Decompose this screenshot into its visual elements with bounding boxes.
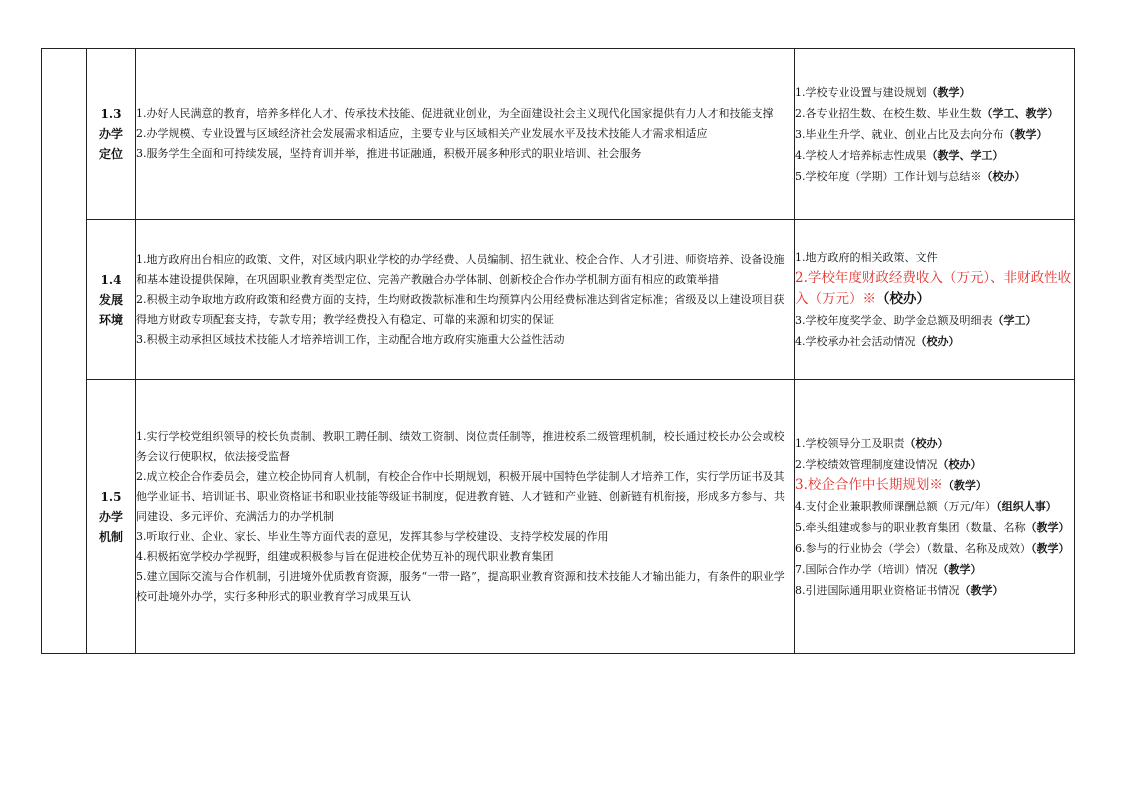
material-item: 1.地方政府的相关政策、文件 bbox=[795, 251, 938, 264]
materials-cell bbox=[795, 380, 1075, 654]
indicator-code-cell bbox=[87, 220, 136, 380]
material-item: 4.学校人才培养标志性成果（教学、学工） bbox=[795, 148, 1004, 162]
material-item: 5.学校年度（学期）工作计划与总结※（校办） bbox=[795, 169, 1026, 183]
requirements-cell bbox=[136, 380, 795, 654]
indicator-code-cell bbox=[87, 49, 136, 220]
indicator-code-cell bbox=[87, 380, 136, 654]
owner-dept: （教学） bbox=[926, 85, 971, 99]
material-item: 6.参与的行业协会（学会）（数量、名称及成效）（教学） bbox=[795, 541, 1070, 555]
requirement-item: 5.建立国际交流与合作机制，引进境外优质教育资源，服务“一带一路”，提高职业教育资源和技术技能人才输出能力，有条件的职业学校可赴境外办学，实行多种形式的职业教育学习成果互认 bbox=[136, 569, 785, 603]
owner-dept: （组织人事） bbox=[996, 499, 1057, 513]
owner-dept: （教学） bbox=[959, 583, 1004, 597]
requirement-item: 2.办学规模、专业设置与区域经济社会发展需求相适应，主要专业与区域相关产业发展水平及技术技能人才需求相适应 bbox=[136, 127, 708, 140]
material-item: 2.各专业招生数、在校生数、毕业生数（学工、教学） bbox=[795, 106, 1059, 120]
requirement-item: 3.服务学生全面和可持续发展，坚持育训并举，推进书证融通，积极开展多种形式的职业培训、社会服务 bbox=[136, 147, 642, 160]
evaluation-table bbox=[41, 48, 1075, 654]
requirements-cell bbox=[136, 49, 795, 220]
indicator-name: 定位 bbox=[98, 147, 123, 161]
owner-dept: （校办） bbox=[876, 291, 930, 307]
indicator-code: 1.3 bbox=[100, 107, 122, 121]
owner-dept: （学工） bbox=[992, 314, 1037, 327]
table-row bbox=[42, 49, 1075, 220]
material-item: 1.学校领导分工及职责（校办） bbox=[795, 436, 949, 450]
material-item-highlighted: 3.校企合作中长期规划※（教学） bbox=[795, 476, 987, 493]
owner-dept: （校办） bbox=[904, 436, 949, 450]
indicator-name: 发展 bbox=[98, 292, 123, 307]
indicator-code: 1.4 bbox=[100, 272, 122, 287]
material-item: 8.引进国际通用职业资格证书情况（教学） bbox=[795, 583, 1004, 597]
indicator-name: 环境 bbox=[98, 312, 123, 327]
indicator-name: 办学 bbox=[98, 127, 123, 141]
table-row bbox=[42, 380, 1075, 654]
owner-dept: （教学） bbox=[937, 562, 982, 576]
owner-dept: （教学） bbox=[1025, 520, 1070, 534]
requirement-item: 2.积极主动争取地方政府政策和经费方面的支持，生均财政拨款标准和生均预算内公用经费标准达到省定标准；省级及以上建设项目获得地方财政专项配套支持，专款专用；教学经费投入有稳定、可靠的来源和切实的保证 bbox=[136, 292, 785, 326]
requirements-cell bbox=[136, 220, 795, 380]
material-item: 7.国际合作办学（培训）情况（教学） bbox=[795, 562, 982, 576]
requirement-item: 1.办好人民满意的教育，培养多样化人才、传承技术技能、促进就业创业，为全面建设社会主义现代化国家提供有力人才和技能支撑 bbox=[136, 107, 774, 120]
owner-dept: （教学） bbox=[1003, 127, 1048, 141]
material-item: 3.学校年度奖学金、助学金总额及明细表（学工） bbox=[795, 314, 1037, 327]
owner-dept: （教学） bbox=[942, 478, 987, 492]
requirement-item: 3.听取行业、企业、家长、毕业生等方面代表的意见，发挥其参与学校建设、支持学校发展的作用 bbox=[136, 529, 609, 543]
material-item-highlighted: 2.学校年度财政经费收入（万元）、非财政性收入（万元）※（校办） bbox=[795, 270, 1072, 307]
indicator-name: 办学 bbox=[98, 509, 123, 524]
requirement-item: 1.地方政府出台相应的政策、文件，对区域内职业学校的办学经费、人员编制、招生就业、校企合作、人才引进、师资培养、设备设施和基本建设提供保障，在巩固职业教育类型定位、完善产教融合办学体制、创新校企合作办学机制方面有相应的政策举措 bbox=[136, 252, 785, 286]
owner-dept: （校办） bbox=[981, 169, 1026, 183]
material-item: 3.毕业生升学、就业、创业占比及去向分布（教学） bbox=[795, 127, 1048, 141]
owner-dept: （校办） bbox=[915, 335, 960, 348]
material-item: 4.支付企业兼职教师课酬总额（万元/年）（组织人事） bbox=[795, 499, 1057, 513]
blank-first-column bbox=[42, 49, 87, 654]
requirement-item: 2.成立校企合作委员会，建立校企协同育人机制，有校企合作中长期规划，积极开展中国特色学徒制人才培养工作，实行学历证书及其他学业证书、培训证书、职业资格证书和职业技能等级证书制度，促进教育链、人才链和产业链、创新链有机衔接，形成多方参与、共同建设、多元评价、充满活力的办学机制 bbox=[136, 469, 785, 523]
owner-dept: （校办） bbox=[937, 457, 982, 471]
materials-cell bbox=[795, 220, 1075, 380]
requirement-item: 1.实行学校党组织领导的校长负责制、教职工聘任制、绩效工资制、岗位责任制等，推进校系二级管理机制，校长通过校长办公会或校务会议行使职权，依法接受监督 bbox=[136, 429, 785, 463]
indicator-code: 1.5 bbox=[100, 489, 122, 504]
material-item: 4.学校承办社会活动情况（校办） bbox=[795, 335, 960, 348]
owner-dept: （教学） bbox=[1031, 541, 1070, 555]
material-item: 5.牵头组建或参与的职业教育集团（数量、名称（教学） bbox=[795, 520, 1070, 534]
requirement-item: 4.积极拓宽学校办学视野，组建或积极参与旨在促进校企优势互补的现代职业教育集团 bbox=[136, 549, 554, 563]
table-row bbox=[42, 220, 1075, 380]
materials-cell bbox=[795, 49, 1075, 220]
owner-dept: （学工、教学） bbox=[981, 106, 1059, 120]
owner-dept: （教学、学工） bbox=[926, 148, 1004, 162]
material-item: 1.学校专业设置与建设规划（教学） bbox=[795, 85, 971, 99]
requirement-item: 3.积极主动承担区域技术技能人才培养培训工作，主动配合地方政府实施重大公益性活动 bbox=[136, 332, 565, 346]
material-item: 2.学校绩效管理制度建设情况（校办） bbox=[795, 457, 982, 471]
indicator-name: 机制 bbox=[98, 529, 123, 544]
